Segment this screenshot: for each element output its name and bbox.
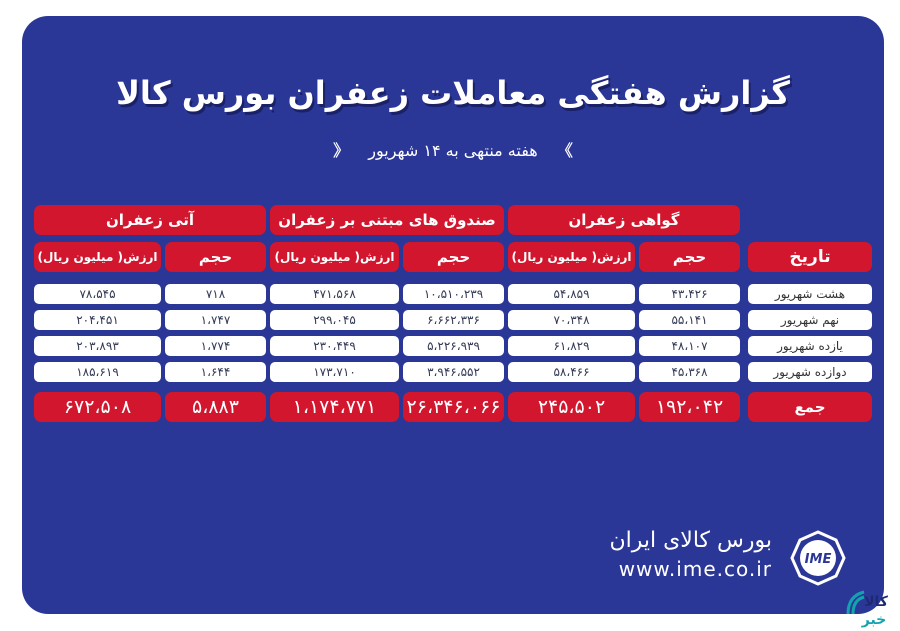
total-fut-volume: ۵،۸۸۳ (165, 392, 266, 422)
col-header-fund-value: ارزش( میلیون ریال) (270, 242, 399, 272)
row-fut-value: ۱۸۵،۶۱۹ (34, 362, 161, 382)
row-date: نهم شهریور (748, 310, 872, 330)
row-fund-value: ۴۷۱،۵۶۸ (270, 284, 399, 304)
col-header-fund-volume: حجم (403, 242, 504, 272)
group-header-funds: صندوق های مبتنی بر زعفران (270, 205, 504, 235)
row-cert-volume: ۵۵،۱۴۱ (639, 310, 740, 330)
org-name: بورس کالای ایران (609, 528, 772, 553)
chevron-right-icon: 》 (556, 141, 573, 160)
row-date: یازده شهریور (748, 336, 872, 356)
row-fut-volume: ۱،۶۴۴ (165, 362, 266, 382)
row-fund-value: ۲۹۹،۰۴۵ (270, 310, 399, 330)
row-fut-volume: ۷۱۸ (165, 284, 266, 304)
report-subtitle (22, 138, 884, 161)
row-cert-value: ۶۱،۸۲۹ (508, 336, 635, 356)
total-fund-volume: ۲۶،۳۴۶،۰۶۶ (403, 392, 504, 422)
row-cert-volume: ۴۵،۳۶۸ (639, 362, 740, 382)
row-fut-value: ۲۰۴،۴۵۱ (34, 310, 161, 330)
row-fut-value: ۲۰۳،۸۹۳ (34, 336, 161, 356)
report-title: گزارش هفتگی معاملات زعفران بورس کالا (116, 74, 790, 112)
website-url: www.ime.co.ir (618, 557, 772, 581)
row-cert-value: ۵۴،۸۵۹ (508, 284, 635, 304)
totals-label: جمع (748, 392, 872, 422)
row-fund-volume: ۱۰،۵۱۰،۲۳۹ (403, 284, 504, 304)
col-header-date: تاریخ (748, 242, 872, 272)
row-fut-volume: ۱،۷۷۴ (165, 336, 266, 356)
badge-top-text: کالا (864, 594, 888, 610)
report-card (22, 16, 884, 614)
row-date: دوازده شهریور (748, 362, 872, 382)
row-date: هشت شهریور (748, 284, 872, 304)
total-cert-volume: ۱۹۲،۰۴۲ (639, 392, 740, 422)
col-header-cert-volume: حجم (639, 242, 740, 272)
row-cert-value: ۵۸،۴۶۶ (508, 362, 635, 382)
row-cert-volume: ۴۳،۴۲۶ (639, 284, 740, 304)
row-fund-volume: ۳،۹۴۶،۵۵۲ (403, 362, 504, 382)
group-header-certificate: گواهی زعفران (508, 205, 740, 235)
footer (609, 528, 772, 581)
kala-khabar-badge-icon (842, 584, 898, 628)
row-fut-volume: ۱،۷۴۷ (165, 310, 266, 330)
col-header-fut-volume: حجم (165, 242, 266, 272)
total-fut-value: ۶۷۲،۵۰۸ (34, 392, 161, 422)
row-cert-value: ۷۰،۳۴۸ (508, 310, 635, 330)
chevron-left-icon: 《 (333, 141, 350, 160)
row-fund-volume: ۵،۲۲۶،۹۳۹ (403, 336, 504, 356)
logo-text: IME (804, 552, 832, 567)
total-fund-value: ۱،۱۷۴،۷۷۱ (270, 392, 399, 422)
col-header-cert-value: ارزش( میلیون ریال) (508, 242, 635, 272)
row-fund-value: ۱۷۳،۷۱۰ (270, 362, 399, 382)
week-label: هفته منتهی به ۱۴ شهریور (368, 141, 538, 160)
row-fund-volume: ۶،۶۶۲،۳۳۶ (403, 310, 504, 330)
row-fund-value: ۲۳۰،۴۴۹ (270, 336, 399, 356)
total-cert-value: ۲۴۵،۵۰۲ (508, 392, 635, 422)
group-header-futures: آتی زعفران (34, 205, 266, 235)
col-header-fut-value: ارزش( میلیون ریال) (34, 242, 161, 272)
row-fut-value: ۷۸،۵۴۵ (34, 284, 161, 304)
badge-bottom-text: خبر (861, 612, 887, 628)
row-cert-volume: ۴۸،۱۰۷ (639, 336, 740, 356)
ime-logo-icon (790, 530, 846, 586)
